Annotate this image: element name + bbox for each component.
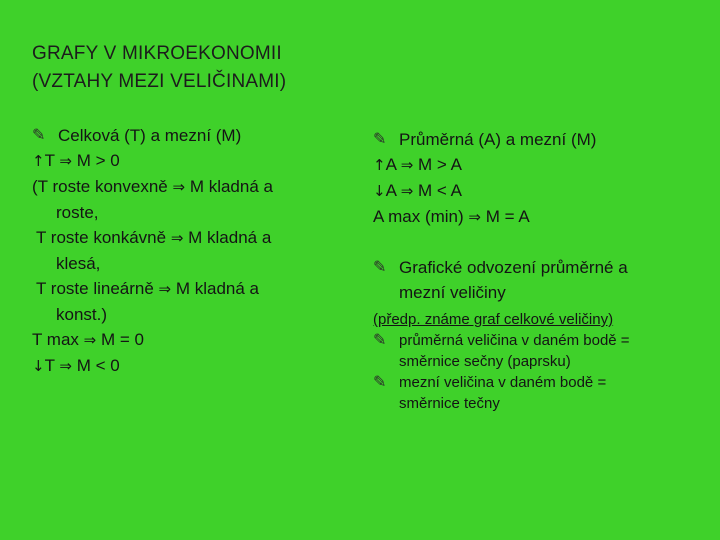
right-heading: [373, 127, 713, 152]
right-line-amax: [373, 204, 713, 230]
arrow-down-icon: ↓: [373, 182, 386, 200]
line-pre: (T roste konvexně: [32, 177, 168, 196]
implies-icon: ⇒: [172, 178, 186, 196]
implies-icon: ⇒: [59, 357, 72, 375]
left-line-klesa: klesá,: [56, 254, 101, 273]
left-line-linear: [32, 276, 352, 302]
line-post: M kladná a: [188, 228, 272, 247]
arrow-up-icon: ↑: [373, 156, 386, 174]
item-marginal: [373, 372, 713, 414]
line-post: M kladná a: [189, 177, 273, 196]
right-column: [373, 127, 713, 414]
pencil-bullet-icon: ✎: [373, 131, 387, 148]
line-pre: T: [44, 356, 55, 375]
implies-icon: ⇒: [468, 208, 481, 226]
implies-icon: ⇒: [400, 156, 414, 174]
implies-icon: ⇒: [83, 331, 97, 349]
line-pre: T roste konkávně: [36, 228, 167, 247]
line-post: M < A: [418, 181, 462, 200]
right-heading-text: Průměrná (A) a mezní (M): [399, 130, 597, 149]
implies-icon: ⇒: [170, 229, 184, 247]
item-marginal-line-2: směrnice tečny: [399, 395, 500, 412]
line-post: M > 0: [76, 151, 120, 170]
right-line-a-down: [373, 178, 713, 204]
implies-icon: ⇒: [400, 182, 414, 200]
left-line-t-down: [32, 353, 352, 379]
line-pre: T roste lineárně: [36, 279, 154, 298]
implies-icon: ⇒: [158, 280, 172, 298]
left-line-convex: [32, 174, 352, 200]
line-post: M = 0: [100, 330, 144, 349]
left-line-tmax: [32, 327, 352, 353]
left-heading-text: Celková (T) a mezní (M): [58, 126, 242, 145]
item-average: [373, 330, 713, 372]
title-line-1: GRAFY V MIKROEKONOMII: [32, 43, 282, 64]
slide-title: [32, 40, 286, 96]
left-column: [32, 123, 352, 379]
left-line-roste: roste,: [56, 203, 99, 222]
line-pre: T: [44, 151, 55, 170]
pencil-bullet-icon: ✎: [373, 259, 387, 276]
pencil-bullet-icon: ✎: [32, 127, 46, 144]
arrow-down-icon: ↓: [32, 357, 45, 375]
graph-heading-line-2: mezní veličiny: [399, 283, 506, 302]
title-line-2: (VZTAHY MEZI VELIČINAMI): [32, 71, 287, 92]
note-text: (předp. známe graf celkové veličiny): [373, 311, 614, 328]
line-post: M = A: [485, 207, 530, 226]
spacer: [373, 230, 713, 255]
pencil-bullet-icon: ✎: [373, 374, 387, 391]
line-post: M < 0: [76, 356, 120, 375]
line-pre: T max: [32, 330, 79, 349]
line-post: M > A: [418, 155, 462, 174]
arrow-up-icon: ↑: [32, 152, 45, 170]
left-line-t-up: [32, 148, 352, 174]
graph-heading-line-1: Grafické odvození průměrné a: [399, 258, 628, 277]
item-marginal-line-1: mezní veličina v daném bodě =: [399, 374, 607, 391]
item-average-line-1: průměrná veličina v daném bodě =: [399, 332, 630, 349]
implies-icon: ⇒: [59, 152, 72, 170]
left-line-concave: [32, 225, 352, 251]
line-pre: A max (min): [373, 207, 464, 226]
line-pre: A: [385, 155, 396, 174]
right-line-a-up: [373, 152, 713, 178]
line-post: M kladná a: [175, 279, 260, 298]
item-average-line-2: směrnice sečny (paprsku): [399, 353, 571, 370]
pencil-bullet-icon: ✎: [373, 332, 387, 349]
graph-heading: [373, 255, 713, 305]
left-heading: [32, 123, 352, 148]
line-pre: A: [385, 181, 396, 200]
left-line-konst: konst.): [56, 305, 108, 324]
